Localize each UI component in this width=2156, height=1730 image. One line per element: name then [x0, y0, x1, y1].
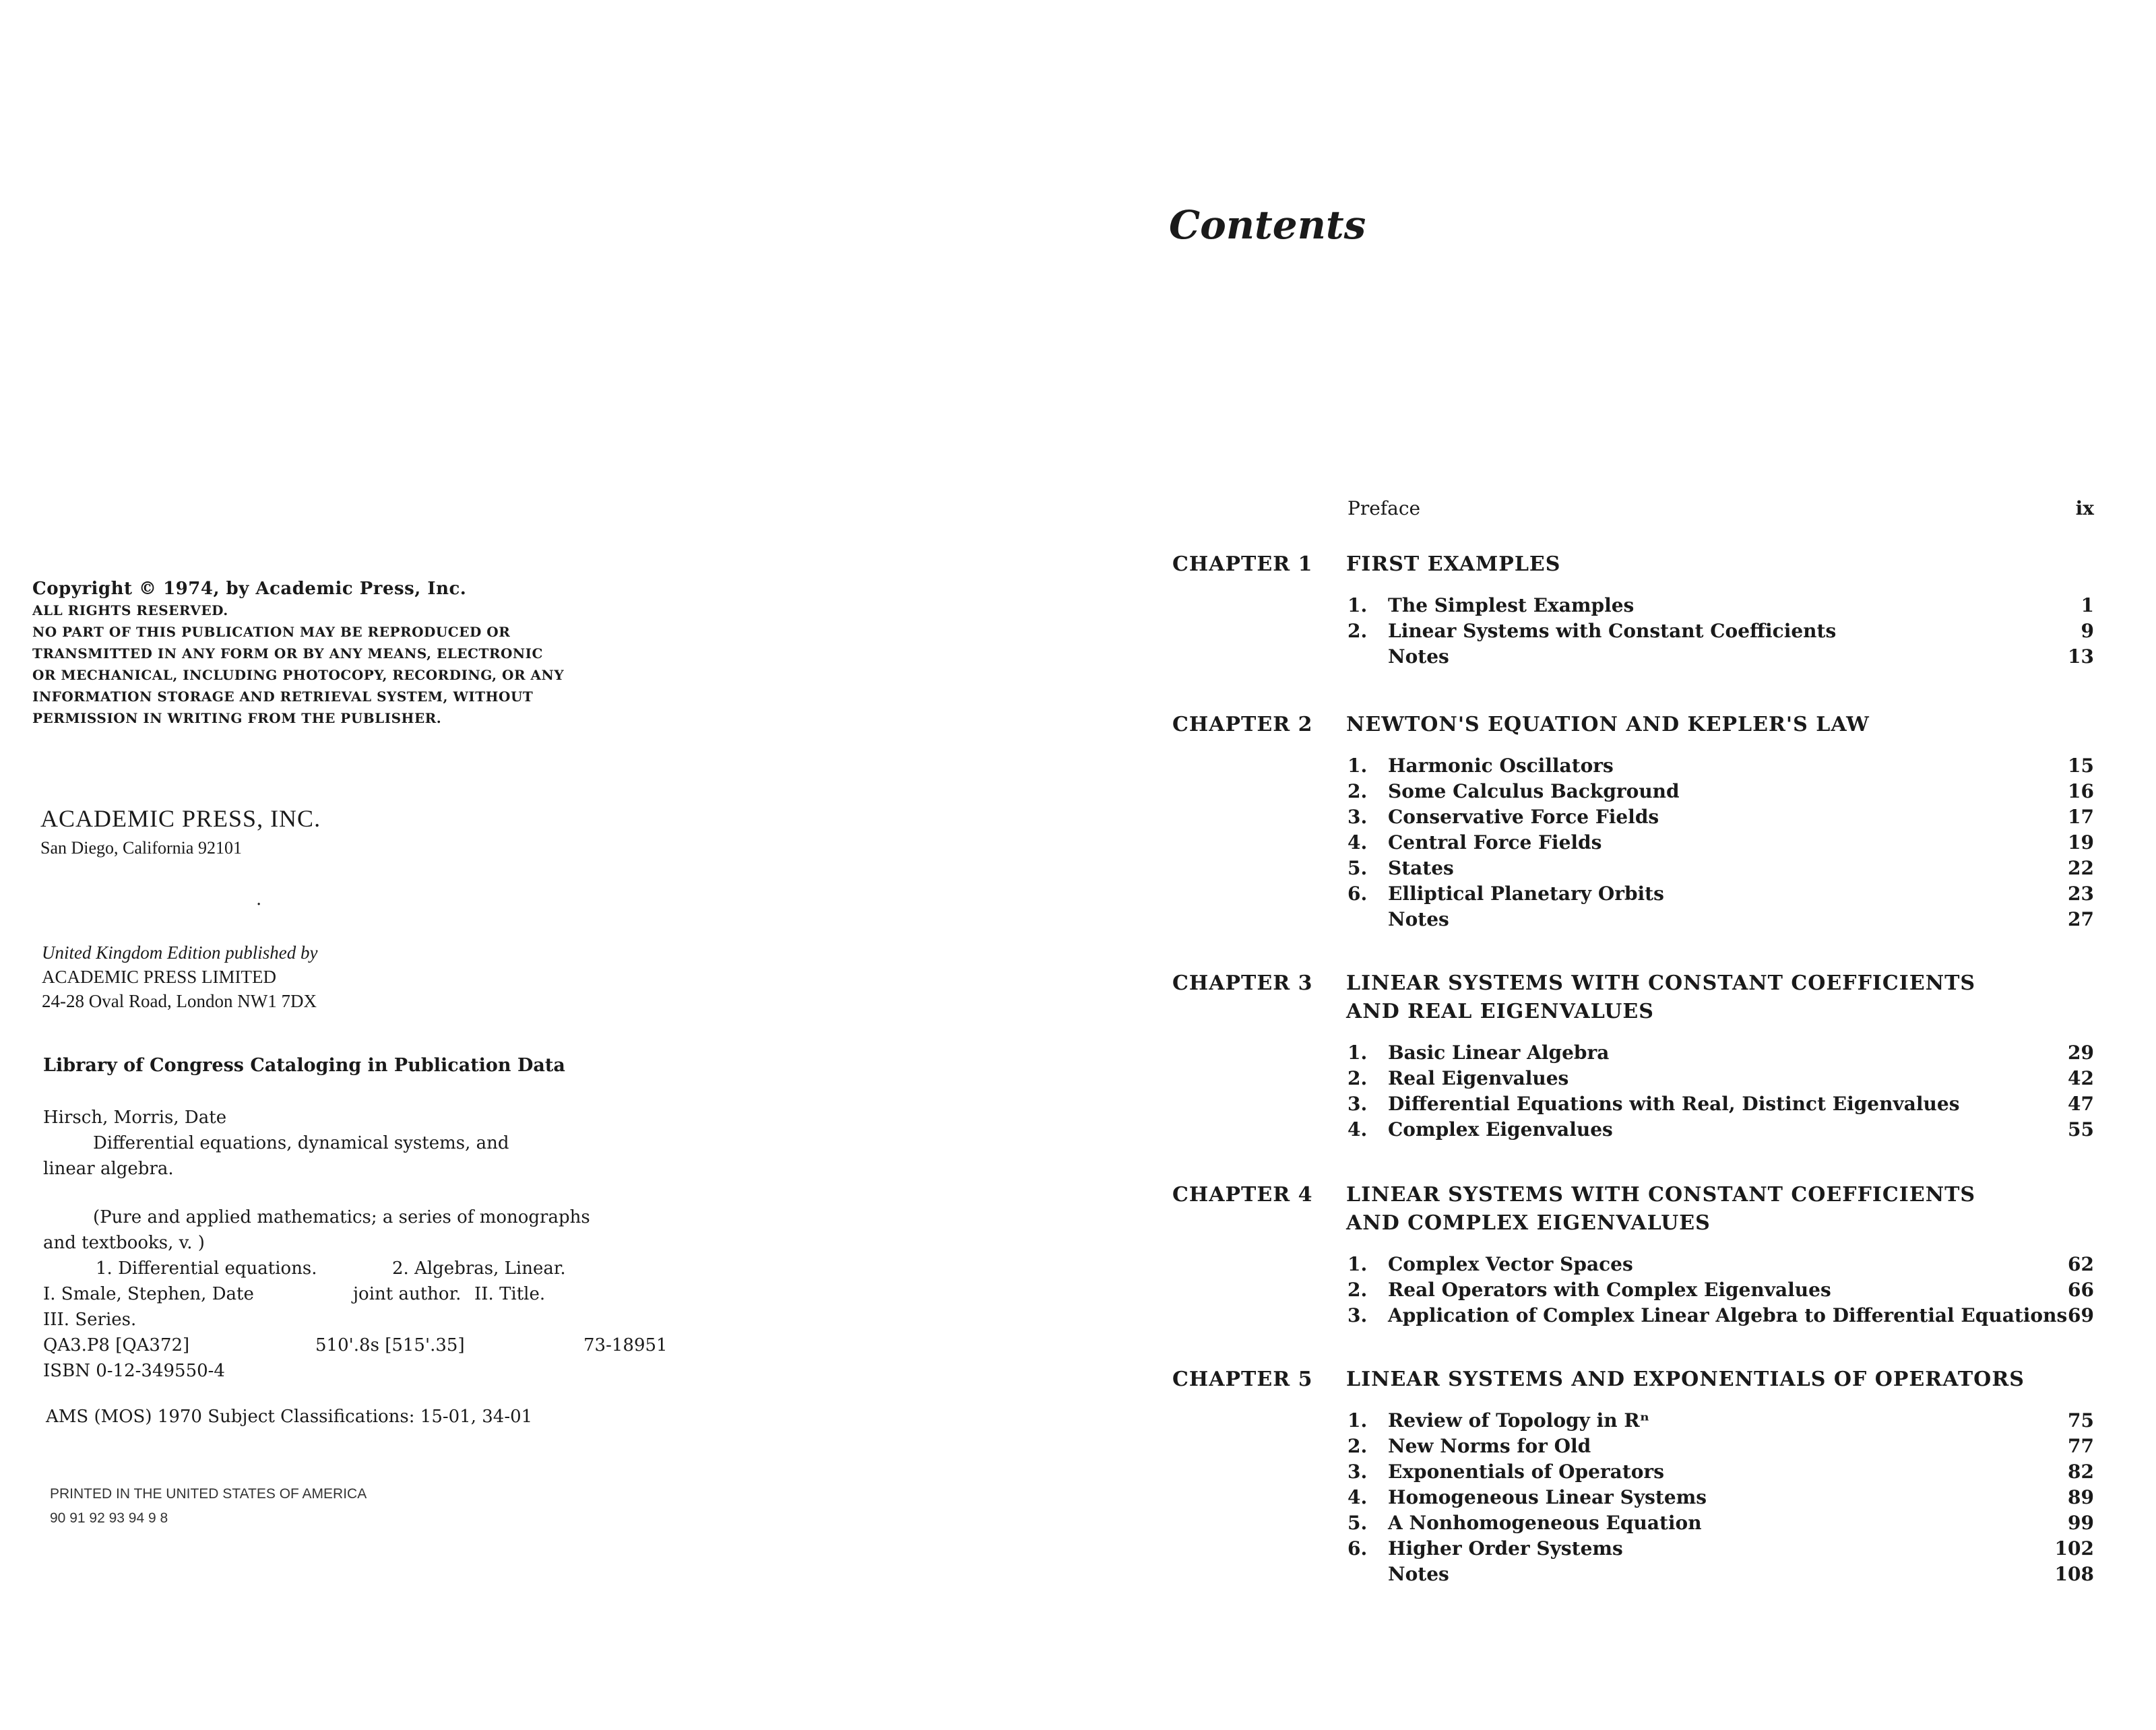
toc-section-row: [0, 806, 2156, 831]
toc-section-number: 2.: [1348, 1279, 1368, 1301]
printing-numbers: 90 91 92 93 94 9 8: [50, 1510, 168, 1526]
toc-chapter-title: LINEAR SYSTEMS WITH CONSTANT COEFFICIENTS: [1346, 1183, 1976, 1207]
toc-section-row: [0, 594, 2156, 620]
toc-section-row: [0, 1093, 2156, 1118]
copyright-line: ALL RIGHTS RESERVED.: [32, 602, 228, 618]
toc-page-number: 108: [2054, 1563, 2094, 1585]
uk-publisher-name: ACADEMIC PRESS LIMITED: [42, 967, 277, 987]
toc-page-number: 102: [2054, 1537, 2094, 1560]
toc-chapter-title: LINEAR SYSTEMS WITH CONSTANT COEFFICIENTS: [1346, 971, 1976, 995]
toc-page-number: 29: [2068, 1042, 2094, 1064]
toc-page-number: 27: [2068, 908, 2094, 930]
toc-page-number: 66: [2068, 1279, 2094, 1301]
contents-heading: Contents: [1169, 202, 1366, 248]
toc-section-title: Linear Systems with Constant Coefficients: [1388, 620, 1837, 642]
toc-section-number: 3.: [1348, 806, 1368, 828]
toc-section-row: [0, 1486, 2156, 1512]
toc-section-title: Higher Order Systems: [1388, 1537, 1623, 1560]
toc-section-number: 5.: [1348, 1512, 1368, 1534]
copyright-line: INFORMATION STORAGE AND RETRIEVAL SYSTEM, WITHOUT: [32, 688, 534, 705]
copyright-line: OR MECHANICAL, INCLUDING PHOTOCOPY, RECORDING, OR ANY: [32, 667, 565, 683]
toc-section-title: Notes: [1388, 1563, 1449, 1585]
toc-section-title: Conservative Force Fields: [1388, 806, 1659, 828]
catalog-added-entry: II. Title.: [474, 1284, 546, 1304]
toc-chapter-heading: [0, 552, 2156, 578]
catalog-added-entry: joint author.: [353, 1284, 462, 1304]
toc-page-number: 55: [2068, 1118, 2094, 1141]
lc-cataloging-heading: Library of Congress Cataloging in Publication Data: [43, 1055, 565, 1076]
catalog-call-number: 510'.8s [515'.35]: [315, 1335, 465, 1355]
toc-section-title: New Norms for Old: [1388, 1435, 1591, 1457]
toc-page-number: 75: [2068, 1409, 2094, 1432]
toc-section-row: [0, 831, 2156, 857]
toc-section-number: 1.: [1348, 1409, 1368, 1432]
toc-section-title: Exponentials of Operators: [1388, 1461, 1664, 1483]
catalog-subject: 2. Algebras, Linear.: [392, 1258, 566, 1279]
copyright-line: TRANSMITTED IN ANY FORM OR BY ANY MEANS, ELECTRONIC: [32, 645, 543, 662]
toc-chapter-label: CHAPTER 3: [1172, 971, 1313, 995]
toc-page-number: 22: [2068, 857, 2094, 879]
toc-section-title: Central Force Fields: [1388, 831, 1602, 854]
toc-chapter-label: CHAPTER 5: [1172, 1368, 1313, 1391]
catalog-series-line: and textbooks, v. ): [43, 1233, 205, 1253]
toc-chapter-title: FIRST EXAMPLES: [1346, 552, 1561, 576]
toc-section-title: Differential Equations with Real, Distinct Eigenvalues: [1388, 1093, 1960, 1115]
catalog-call-number: QA3.P8 [QA372]: [43, 1335, 190, 1355]
uk-publisher-address: 24-28 Oval Road, London NW1 7DX: [42, 991, 317, 1011]
publisher-name: ACADEMIC PRESS, INC.: [40, 805, 321, 832]
toc-section-number: 4.: [1348, 1486, 1368, 1508]
toc-section-number: 2.: [1348, 1067, 1368, 1089]
toc-page-number: ix: [2075, 497, 2094, 519]
toc-page-number: 42: [2068, 1067, 2094, 1089]
toc-page-number: 47: [2068, 1093, 2094, 1115]
toc-chapter-label: CHAPTER 4: [1172, 1183, 1313, 1207]
toc-section-row: [0, 620, 2156, 645]
uk-edition-label: United Kingdom Edition published by: [42, 942, 318, 963]
toc-page-number: 69: [2068, 1304, 2094, 1326]
toc-section-title: Application of Complex Linear Algebra to Differential Equations: [1388, 1304, 2068, 1326]
toc-section-number: 4.: [1348, 1118, 1368, 1141]
catalog-series-line: (Pure and applied mathematics; a series of monographs: [93, 1207, 590, 1227]
toc-page-number: 16: [2068, 780, 2094, 802]
toc-section-title: Elliptical Planetary Orbits: [1388, 883, 1664, 905]
toc-preface-label: Preface: [1348, 497, 1421, 519]
toc-section-number: 6.: [1348, 883, 1368, 905]
toc-chapter-heading: [0, 1000, 2156, 1025]
toc-section-title: A Nonhomogeneous Equation: [1388, 1512, 1702, 1534]
toc-section-row: [0, 1461, 2156, 1486]
toc-section-row: [0, 857, 2156, 883]
toc-section-row: [0, 1537, 2156, 1563]
copyright-line: NO PART OF THIS PUBLICATION MAY BE REPRODUCED OR: [32, 624, 511, 640]
toc-section-row: [0, 1118, 2156, 1144]
catalog-subject: 1. Differential equations.: [96, 1258, 317, 1279]
toc-section-row: [0, 1042, 2156, 1067]
toc-chapter-heading: [0, 971, 2156, 997]
toc-section-row: [0, 1067, 2156, 1093]
toc-section-title: The Simplest Examples: [1388, 594, 1635, 616]
toc-section-row: [0, 1512, 2156, 1537]
printed-in: PRINTED IN THE UNITED STATES OF AMERICA: [50, 1486, 367, 1502]
toc-section-row: [0, 645, 2156, 671]
toc-page-number: 62: [2068, 1253, 2094, 1275]
toc-chapter-title: AND COMPLEX EIGENVALUES: [1346, 1211, 1711, 1235]
ams-classification: AMS (MOS) 1970 Subject Classifications: 15-01, 34-01: [46, 1407, 533, 1427]
toc-section-number: 6.: [1348, 1537, 1368, 1560]
toc-section-row: [0, 780, 2156, 806]
toc-section-number: 2.: [1348, 620, 1368, 642]
copyright-line: PERMISSION IN WRITING FROM THE PUBLISHER.: [32, 710, 442, 726]
toc-section-number: 1.: [1348, 1253, 1368, 1275]
toc-page-number: 15: [2068, 755, 2094, 777]
toc-chapter-label: CHAPTER 2: [1172, 713, 1313, 736]
catalog-isbn: ISBN 0-12-349550-4: [43, 1361, 225, 1381]
catalog-title-line: linear algebra.: [43, 1159, 174, 1179]
toc-section-number: 3.: [1348, 1093, 1368, 1115]
toc-section-title: Some Calculus Background: [1388, 780, 1680, 802]
toc-section-number: 1.: [1348, 755, 1368, 777]
toc-section-title: Harmonic Oscillators: [1388, 755, 1614, 777]
toc-page-number: 77: [2068, 1435, 2094, 1457]
copyright-line: Copyright © 1974, by Academic Press, Inc.: [32, 579, 467, 599]
stray-dot: .: [256, 889, 262, 909]
toc-page-number: 19: [2068, 831, 2094, 854]
toc-section-number: 4.: [1348, 831, 1368, 854]
catalog-record: [43, 1105, 668, 1384]
toc-section-title: Notes: [1388, 908, 1449, 930]
toc-section-row: [0, 1409, 2156, 1435]
toc-chapter-title: AND REAL EIGENVALUES: [1346, 1000, 1654, 1023]
toc-section-number: 1.: [1348, 1042, 1368, 1064]
toc-section-number: 5.: [1348, 857, 1368, 879]
toc-section-row: [0, 883, 2156, 908]
toc-page-number: 99: [2068, 1512, 2094, 1534]
toc-page-number: 82: [2068, 1461, 2094, 1483]
toc-section-number: 2.: [1348, 1435, 1368, 1457]
toc-chapter-heading: [0, 1211, 2156, 1237]
toc-page-number: 13: [2068, 645, 2094, 668]
toc-section-title: Review of Topology in Rⁿ: [1388, 1409, 1650, 1432]
toc-page-number: 1: [2081, 594, 2094, 616]
toc-section-row: [0, 1563, 2156, 1589]
toc-section-number: 2.: [1348, 780, 1368, 802]
toc-chapter-heading: [0, 713, 2156, 738]
toc-section-number: 3.: [1348, 1304, 1368, 1326]
toc-page-number: 9: [2081, 620, 2094, 642]
toc-section-number: 3.: [1348, 1461, 1368, 1483]
catalog-author: Hirsch, Morris, Date: [43, 1108, 227, 1128]
toc-page-number: 89: [2068, 1486, 2094, 1508]
toc-page-number: 23: [2068, 883, 2094, 905]
catalog-call-number: 73-18951: [583, 1335, 668, 1355]
toc-chapter-title: NEWTON'S EQUATION AND KEPLER'S LAW: [1346, 713, 1870, 736]
toc-section-row: [0, 1304, 2156, 1330]
toc-section-title: Basic Linear Algebra: [1388, 1042, 1610, 1064]
toc-section-title: Notes: [1388, 645, 1449, 668]
toc-section-row: [0, 908, 2156, 934]
toc-chapter-heading: [0, 1368, 2156, 1393]
toc-chapter-heading: [0, 1183, 2156, 1209]
toc-section-title: Complex Vector Spaces: [1388, 1253, 1633, 1275]
toc-section-title: Homogeneous Linear Systems: [1388, 1486, 1707, 1508]
toc-page-number: 17: [2068, 806, 2094, 828]
toc-section-number: 1.: [1348, 594, 1368, 616]
toc-section-title: States: [1388, 857, 1454, 879]
catalog-added-entry: I. Smale, Stephen, Date: [43, 1284, 254, 1304]
toc-section-title: Real Eigenvalues: [1388, 1067, 1569, 1089]
toc-preface-row: [0, 497, 2156, 523]
toc-chapter-title: LINEAR SYSTEMS AND EXPONENTIALS OF OPERATORS: [1346, 1368, 2025, 1391]
publisher-address: San Diego, California 92101: [40, 838, 242, 858]
toc-chapter-label: CHAPTER 1: [1172, 552, 1313, 576]
toc-section-row: [0, 1253, 2156, 1279]
toc-section-row: [0, 755, 2156, 780]
toc-section-title: Real Operators with Complex Eigenvalues: [1388, 1279, 1831, 1301]
toc-section-row: [0, 1279, 2156, 1304]
toc-section-row: [0, 1435, 2156, 1461]
toc-section-title: Complex Eigenvalues: [1388, 1118, 1613, 1141]
catalog-title-line: Differential equations, dynamical systems, and: [93, 1133, 509, 1153]
catalog-added-entry: III. Series.: [43, 1310, 137, 1330]
